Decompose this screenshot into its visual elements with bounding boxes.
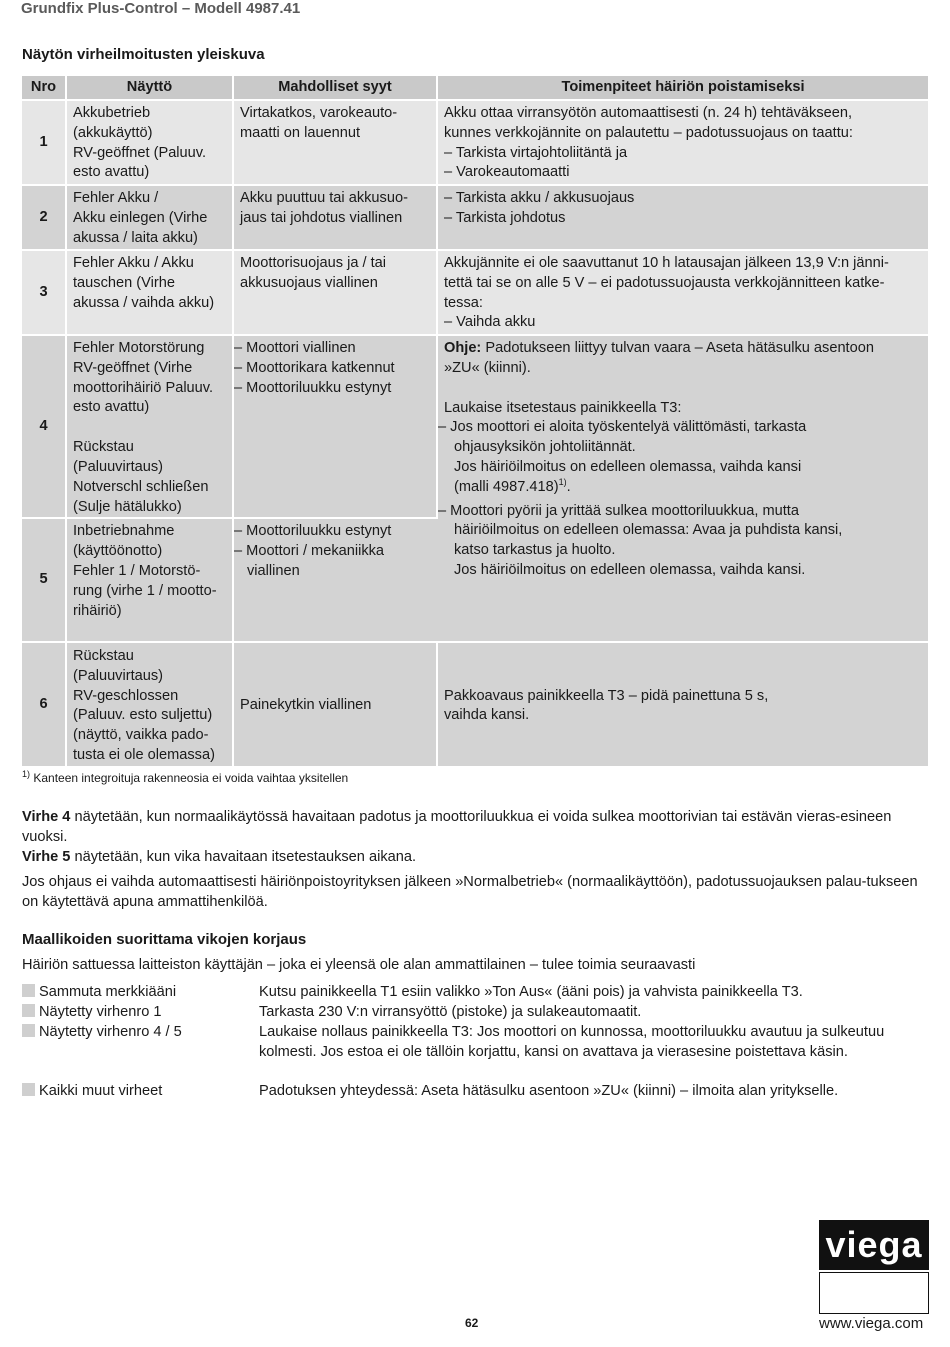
footnote-text: Kanteen integroituja rakenneosia ei voida vaihtaa yksitellen (30, 771, 349, 785)
table-row (22, 336, 928, 519)
list-item-label (22, 1022, 258, 1042)
actions-cell (438, 251, 928, 336)
error-table (22, 76, 928, 768)
cell-line: esto avattu) (73, 164, 150, 181)
cell-line: Rückstau (73, 439, 134, 456)
note-line-2: »ZU« (kiinni). (444, 359, 531, 376)
causes-cell (234, 336, 438, 519)
cell-line: Notverschl schließen (73, 478, 209, 495)
causes-cell (234, 643, 438, 768)
period: . (566, 478, 571, 495)
label-text: Sammuta merkkiääni (39, 984, 177, 1000)
cell-line: Akku puuttuu tai akkusuo- (240, 190, 408, 206)
display-cell (67, 519, 234, 643)
cell-line: moottorihäiriö Paluuv. (73, 379, 214, 396)
list-item (22, 1022, 928, 1082)
cell-line: – Tarkista akku / akkusuojaus (444, 190, 635, 206)
logo-frame (819, 1272, 929, 1314)
cell-line: Jos häiriöilmoitus on edelleen olemassa, vaihda kansi. (454, 561, 806, 578)
cell-line: tettä tai se on alle 5 V – ei padotussuojausta verkkojännitteen katke- (444, 274, 885, 291)
section-title: Näytön virheilmoitusten yleiskuva (22, 46, 265, 63)
list-item-text: Kutsu painikkeella T1 esiin valikko »Ton Aus« (ääni pois) ja vahvista painikkeella T3. (259, 984, 803, 1000)
cell-line: – Moottori pyörii ja yrittää sulkea moottoriluukkua, mutta (438, 502, 799, 519)
cell-line: Fehler Akku / (73, 190, 159, 206)
cell-line: rung (virhe 1 / mootto- (73, 582, 217, 599)
document-header-title: Grundfix Plus-Control – Modell 4987.41 (21, 0, 301, 17)
display-cell (67, 186, 234, 251)
cell-line: Fehler Akku / Akku (73, 255, 194, 271)
list-item (22, 1081, 928, 1101)
cell-line: akussa / laita akku) (73, 229, 198, 246)
cell-line: Jos häiriöilmoitus on edelleen olemassa, vaihda kansi (454, 458, 802, 475)
label-text: Näytetty virhenro 4 / 5 (39, 1024, 182, 1040)
cell-line: Pakkoavaus painikkeella T3 – pidä painettuna 5 s, (444, 687, 769, 704)
row-number: 2 (22, 186, 67, 251)
cell-line: (akkukäyttö) (73, 124, 153, 141)
row-number: 4 (22, 336, 67, 519)
cell-line: Akku einlegen (Virhe (73, 209, 208, 226)
cell-line: viallinen (247, 562, 300, 579)
display-cell (67, 643, 234, 768)
layman-section-title: Maallikoiden suorittama vikojen korjaus (22, 931, 307, 948)
table-footnote (22, 771, 348, 785)
cell-line: Rückstau (73, 647, 134, 664)
list-item-text: Padotuksen yhteydessä: Aseta hätäsulku asentoon »ZU« (kiinni) – ilmoita alan yritykselle. (259, 1083, 839, 1099)
actions-cell (438, 186, 928, 251)
table-row (22, 101, 928, 186)
table-row (22, 186, 928, 251)
checkbox-square-icon (22, 984, 35, 997)
cell-line: (käyttöönotto) (73, 543, 163, 560)
checkbox-square-icon (22, 1083, 35, 1096)
cell-line: (Paluuv. esto suljettu) (73, 707, 213, 724)
footer-url[interactable]: www.viega.com (819, 1315, 924, 1332)
cell-line: Fehler Motorstörung (73, 340, 205, 356)
cell-line: rihäiriö) (73, 602, 122, 619)
causes-cell (234, 251, 438, 336)
column-header-causes: Mahdolliset syyt (234, 76, 438, 101)
cell-line: Akkujännite ei ole saavuttanut 10 h latausajan jälkeen 13,9 V:n jänni- (444, 255, 889, 271)
cell-spacer (444, 379, 922, 399)
cell-line: Painekytkin viallinen (240, 697, 372, 714)
virhe5-label: Virhe 5 (22, 849, 71, 865)
actions-cell-shared (438, 336, 928, 643)
row-number: 5 (22, 519, 67, 643)
causes-cell (234, 519, 438, 643)
table-header-row (22, 76, 928, 101)
cell-line: RV-geöffnet (Paluuv. (73, 144, 207, 161)
cell-line: – Moottorikara katkennut (234, 359, 395, 376)
cell-line: jaus tai johdotus viallinen (240, 209, 403, 226)
cell-line: – Tarkista virtajohtoliitäntä ja (444, 144, 628, 161)
cell-line: (Paluuvirtaus) (73, 458, 164, 475)
cell-line: katso tarkastus ja huolto. (454, 542, 616, 559)
cell-line: – Moottoriluukku estynyt (234, 523, 392, 540)
row-number: 3 (22, 251, 67, 336)
cell-line: – Jos moottori ei aloita työskentelyä välittömästi, tarkasta (438, 419, 807, 436)
layman-intro: Häiriön sattuessa laitteiston käyttäjän – joka ei yleensä ole alan ammattilainen – tulee toimia seuraavasti (22, 957, 696, 973)
row-number: 6 (22, 643, 67, 768)
cell-line: RV-geschlossen (73, 687, 179, 704)
label-text: Kaikki muut virheet (39, 1083, 163, 1099)
cell-line: Fehler 1 / Motorstö- (73, 562, 201, 579)
selftest-line: Laukaise itsetestaus painikkeella T3: (444, 399, 682, 416)
cell-line: – Moottori / mekaniikka (234, 543, 385, 560)
list-item-label (22, 1081, 258, 1101)
paragraph-virhe5 (22, 847, 416, 867)
actions-cell (438, 643, 928, 768)
list-item-label (22, 982, 258, 1002)
table-row (22, 643, 928, 768)
actions-cell (438, 101, 928, 186)
model-text: (malli 4987.418) (454, 478, 559, 495)
label-text: Näytetty virhenro 1 (39, 1004, 162, 1020)
cell-line: ohjausyksikön johtoliitännät. (454, 439, 636, 456)
virhe4-label: Virhe 4 (22, 809, 71, 825)
paragraph-normal-operation: Jos ohjaus ei vaihda automaattisesti häiriönpoistoyrityksen jälkeen »Normalbetrieb« (normaalikäyttöön), padotussuojauksen palau-tukseen on käytettävä apuna ammattihenkilöä. (22, 874, 918, 910)
cell-line: Akku ottaa virransyötön automaattisesti (n. 24 h) tehtäväkseen, (444, 105, 853, 121)
cell-line: – Tarkista johdotus (444, 209, 566, 226)
page-number: 62 (465, 1316, 479, 1330)
cell-line: – Moottori viallinen (234, 340, 356, 356)
cell-line: tessa: (444, 294, 483, 311)
cell-line: Moottorisuojaus ja / tai (240, 255, 387, 271)
display-cell (67, 101, 234, 186)
cell-line: (Sulje hätälukko) (73, 498, 182, 515)
cell-line: Inbetriebnahme (73, 523, 175, 540)
column-header-actions: Toimenpiteet häiriön poistamiseksi (438, 76, 928, 101)
cell-line: (näyttö, vaikka pado- (73, 727, 209, 744)
row-number: 1 (22, 101, 67, 186)
cell-line: – Vaihda akku (444, 314, 536, 331)
cell-line: esto avattu) (73, 399, 150, 416)
display-cell (67, 336, 234, 519)
note-label: Ohje: (444, 340, 482, 356)
table-row (22, 251, 928, 336)
cell-line: akussa / vaihda akku) (73, 294, 215, 311)
paragraph-virhe4 (22, 807, 922, 847)
cell-line: akkusuojaus viallinen (240, 274, 378, 291)
checkbox-square-icon (22, 1004, 35, 1017)
cell-line: häiriöilmoitus on edelleen olemassa: Avaa ja puhdista kansi, (454, 522, 843, 539)
virhe5-text: näytetään, kun vika havaitaan itsetestauksen aikana. (70, 849, 417, 865)
list-item (22, 1002, 928, 1022)
causes-cell (234, 101, 438, 186)
cell-line: Akkubetrieb (73, 105, 151, 121)
note-text: Padotukseen liittyy tulvan vaara – Aseta hätäsulku asentoon (481, 340, 874, 356)
virhe4-text: näytetään, kun normaalikäytössä havaitaan padotus ja moottoriluukkua ei voida sulkea moottorivian tai estävän vieras-esineen vuoksi. (22, 809, 892, 845)
cell-line: tauschen (Virhe (73, 274, 175, 291)
display-cell (67, 251, 234, 336)
cell-line: (Paluuvirtaus) (73, 667, 164, 684)
cell-line: – Moottoriluukku estynyt (234, 379, 392, 396)
cell-line: Virtakatkos, varokeauto- (240, 105, 398, 121)
column-header-display: Näyttö (67, 76, 234, 101)
list-item (22, 982, 928, 1002)
note-line (444, 339, 922, 359)
column-header-nro: Nro (22, 76, 67, 101)
footnote-ref: 1) (558, 476, 567, 487)
footnote-marker: 1) (22, 769, 31, 779)
cell-line: vaihda kansi. (444, 707, 530, 724)
viega-logo: viega (819, 1220, 929, 1270)
cell-line (444, 478, 922, 498)
cell-line: kunnes verkkojännite on palautettu – padotussuojaus on taattu: (444, 124, 853, 141)
list-item-label (22, 1002, 258, 1022)
cell-line: maatti on lauennut (240, 124, 361, 141)
causes-cell (234, 186, 438, 251)
cell-spacer (73, 418, 226, 438)
cell-line: RV-geöffnet (Virhe (73, 359, 193, 376)
cell-line: – Varokeautomaatti (444, 164, 570, 181)
checkbox-square-icon (22, 1024, 35, 1037)
list-item-text: Tarkasta 230 V:n virransyöttö (pistoke) ja sulakeautomaatit. (259, 1004, 642, 1020)
list-item-text: Laukaise nollaus painikkeella T3: Jos moottori on kunnossa, moottoriluukku avautuu ja sulkeutuu kolmesti. Jos estoa ei ole tällöin korjattu, kansi on avattava ja vierasesine poistettava käsin. (259, 1024, 885, 1060)
cell-line: tusta ei ole olemassa) (73, 746, 215, 763)
